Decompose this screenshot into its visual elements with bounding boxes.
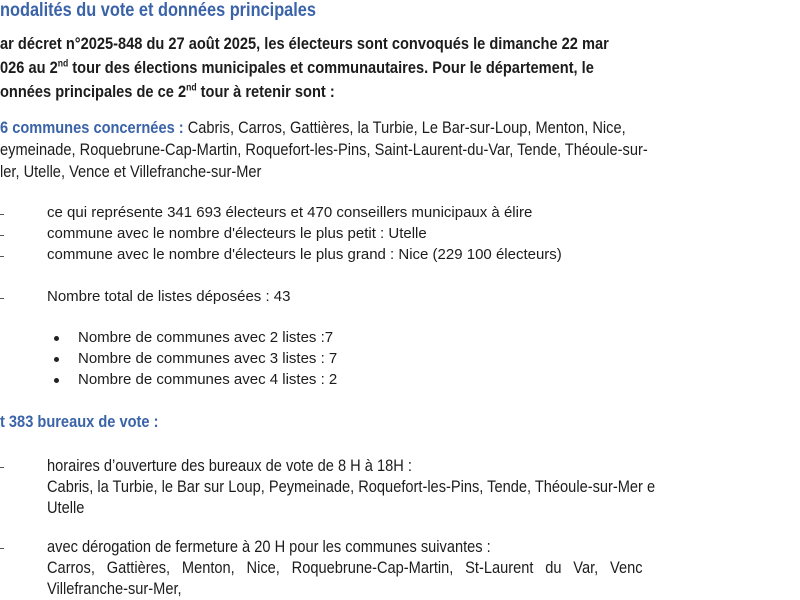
intro-line-3 [0, 82, 335, 102]
derogation-communes-2: Villefranche-sur-Mer, [47, 579, 182, 598]
section-heading: nodalités du vote et données principales [0, 0, 316, 21]
derogation-communes-1: Carros, Gattières, Menton, Nice, Roquebrune-Cap-Martin, St-Laurent du Var, Venc [47, 558, 643, 577]
intro-line-2 [0, 58, 800, 78]
dash-bullet [0, 548, 4, 549]
dash-bullet [0, 214, 4, 215]
intro-line-2-b: tour des élections municipales et communautaires. Pour le département, le [68, 58, 594, 77]
hours-communes-1: Cabris, la Turbie, le Bar sur Loup, Peymeinade, Roquefort-les-Pins, Tende, Théoule-sur-Mer e [47, 477, 656, 496]
dash-bullet [0, 467, 4, 468]
communes-line-2: eymeinade, Roquebrune-Cap-Martin, Roquefort-les-Pins, Saint-Laurent-du-Var, Tende, Théoule-sur- [0, 140, 648, 159]
bullet-dot [54, 378, 59, 383]
bullet-dot [54, 357, 59, 362]
communes-line-1 [0, 118, 626, 138]
bullet-dot [54, 336, 59, 341]
lists-3: Nombre de communes avec 3 listes : 7 [78, 350, 338, 367]
intro-line-1: ar décret n°2025-848 du 27 août 2025, les électeurs sont convoqués le dimanche 22 mar [0, 34, 609, 53]
bureaux-heading: t 383 bureaux de vote : [0, 412, 159, 431]
stat-electors: ce qui représente 341 693 électeurs et 470 conseillers municipaux à élire [47, 204, 533, 221]
dash-bullet [0, 298, 4, 299]
dash-bullet [0, 235, 4, 236]
derogation-label: avec dérogation de fermeture à 20 H pour les communes suivantes : [47, 537, 491, 556]
lists-total: Nombre total de listes déposées : 43 [47, 288, 291, 305]
stat-largest-commune: commune avec le nombre d'électeurs le plus grand : Nice (229 100 électeurs) [47, 246, 562, 263]
lists-2: Nombre de communes avec 2 listes :7 [78, 329, 334, 346]
stat-smallest-commune: commune avec le nombre d'électeurs le plus petit : Utelle [47, 225, 427, 242]
intro-line-3-sup: nd [186, 82, 197, 94]
hours-communes-2: Utelle [47, 498, 85, 517]
intro-line-2-sup: nd [57, 58, 69, 70]
intro-line-2-a: 026 au 2 [0, 58, 58, 77]
dash-bullet [0, 256, 4, 257]
hours-label: horaires d’ouverture des bureaux de vote de 8 H à 18H : [47, 456, 412, 475]
communes-label: 6 communes concernées : [0, 118, 184, 137]
lists-4: Nombre de communes avec 4 listes : 2 [78, 371, 338, 388]
communes-line-3: ler, Utelle, Vence et Villefranche-sur-Mer [0, 162, 262, 181]
intro-line-3-b: tour à retenir sont : [196, 82, 335, 101]
communes-list-1: Cabris, Carros, Gattières, la Turbie, Le Bar-sur-Loup, Menton, Nice, [183, 118, 626, 137]
intro-line-3-a: onnées principales de ce 2 [0, 82, 187, 101]
